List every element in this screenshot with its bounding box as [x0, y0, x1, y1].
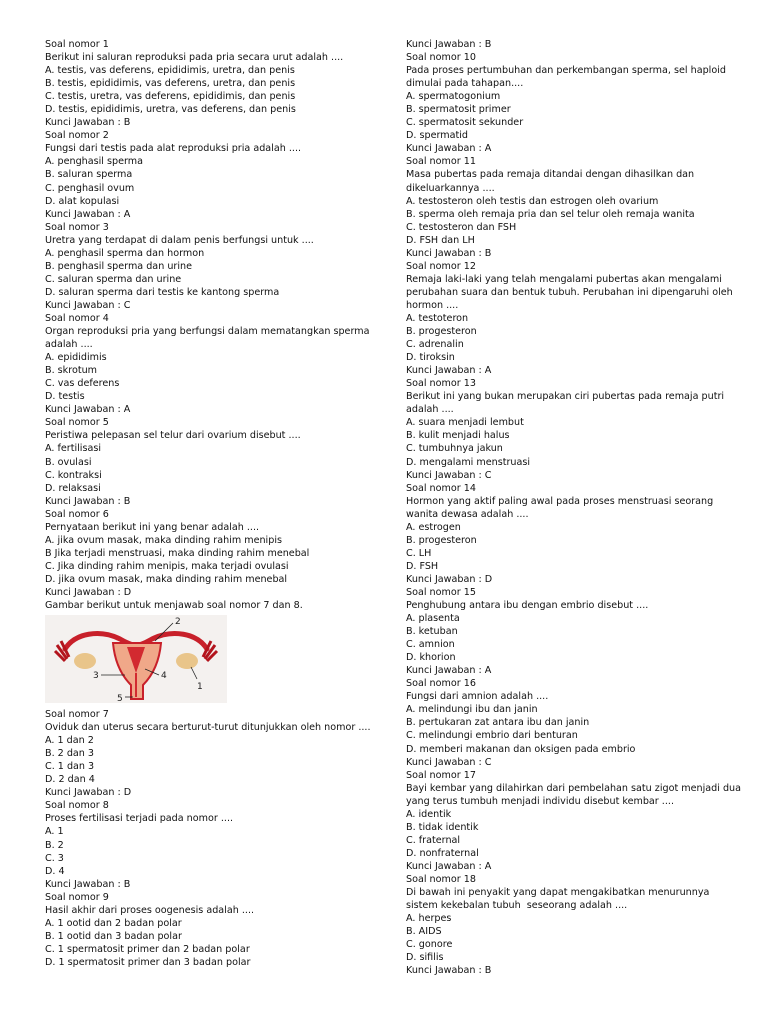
- answer-option: B. spermatosit primer: [406, 104, 511, 116]
- answer-option: B. penghasil sperma dan urine: [45, 260, 192, 272]
- text-line: Berikut ini yang bukan merupakan ciri pubertas pada remaja putri: [406, 391, 725, 403]
- answer-option: A. penghasil sperma: [45, 156, 143, 168]
- answer-option: C. testis, uretra, vas deferens, epididimis, dan penis: [45, 91, 296, 103]
- text-line: dimulai pada tahapan....: [406, 78, 524, 90]
- answer-option: B. ovulasi: [45, 456, 92, 468]
- answer-option: A. epididimis: [45, 352, 107, 364]
- figure-label: 4: [161, 671, 167, 682]
- right-column: [406, 38, 756, 977]
- answer-key: Kunci Jawaban : D: [45, 787, 132, 799]
- answer-option: C. testosteron dan FSH: [406, 221, 517, 233]
- answer-option: B. pertukaran zat antara ibu dan janin: [406, 717, 590, 729]
- answer-option: C. tumbuhnya jakun: [406, 443, 503, 455]
- text-line: wanita dewasa adalah ....: [406, 508, 529, 520]
- answer-option: D. 2 dan 4: [45, 774, 95, 786]
- answer-option: B. 2: [45, 839, 64, 851]
- reproductive-system-figure: [45, 615, 227, 703]
- text-line: adalah ....: [406, 404, 454, 416]
- text-line: Peristiwa pelepasan sel telur dari ovarium disebut ....: [45, 430, 301, 442]
- answer-key: Kunci Jawaban : A: [406, 143, 492, 155]
- answer-option: B. AIDS: [406, 926, 442, 938]
- answer-option: C. 1 spermatosit primer dan 2 badan polar: [45, 943, 250, 955]
- text-line: Masa pubertas pada remaja ditandai dengan dihasilkan dan: [406, 169, 695, 181]
- figure-label: 1: [197, 682, 203, 693]
- answer-option: B. kulit menjadi halus: [406, 430, 510, 442]
- answer-option: C. adrenalin: [406, 339, 464, 351]
- answer-option: C. gonore: [406, 939, 453, 951]
- answer-option: A. testoteron: [406, 312, 469, 324]
- text-line: yang terus tumbuh menjadi individu disebut kembar ....: [406, 795, 675, 807]
- question-number: Soal nomor 12: [406, 260, 476, 272]
- text-line: Fungsi dari amnion adalah ....: [406, 691, 549, 703]
- answer-option: A. jika ovum masak, maka dinding rahim menipis: [45, 534, 282, 546]
- answer-key: Kunci Jawaban : A: [45, 208, 131, 220]
- answer-key: Kunci Jawaban : D: [406, 573, 493, 585]
- answer-option: C. spermatosit sekunder: [406, 117, 524, 129]
- text-line: adalah ....: [45, 339, 93, 351]
- text-line: Hormon yang aktif paling awal pada proses menstruasi seorang: [406, 495, 714, 507]
- question-number: Soal nomor 11: [406, 156, 476, 168]
- text-line: Pada proses pertumbuhan dan perkembangan sperma, sel haploid: [406, 65, 726, 77]
- question-number: Soal nomor 16: [406, 678, 476, 690]
- text-line: Uretra yang terdapat di dalam penis berfungsi untuk ....: [45, 234, 314, 246]
- answer-option: D. sifilis: [406, 952, 444, 964]
- answer-key: Kunci Jawaban : A: [406, 860, 492, 872]
- answer-key: Kunci Jawaban : B: [406, 965, 492, 977]
- text-line: sistem kekebalan tubuh seseorang adalah ....: [406, 900, 628, 912]
- answer-option: C. amnion: [406, 639, 455, 651]
- answer-option: D. jika ovum masak, maka dinding rahim menebal: [45, 573, 288, 585]
- answer-option: A. herpes: [406, 913, 452, 925]
- answer-key: Kunci Jawaban : B: [45, 495, 131, 507]
- answer-option: D. nonfraternal: [406, 847, 479, 859]
- answer-option: B. skrotum: [45, 365, 98, 377]
- answer-option: C. melindungi embrio dari benturan: [406, 730, 578, 742]
- answer-option: C. LH: [406, 547, 432, 559]
- answer-option: B. testis, epididimis, vas deferens, uretra, dan penis: [45, 78, 296, 90]
- answer-key: Kunci Jawaban : A: [45, 404, 131, 416]
- answer-option: A. melindungi ibu dan janin: [406, 704, 538, 716]
- answer-option: A. testis, vas deferens, epididimis, uretra, dan penis: [45, 65, 295, 77]
- answer-option: A. estrogen: [406, 521, 461, 533]
- answer-option: D. 4: [45, 865, 65, 877]
- question-number: Soal nomor 15: [406, 586, 476, 598]
- question-number: Soal nomor 3: [45, 221, 109, 233]
- answer-option: C. saluran sperma dan urine: [45, 273, 182, 285]
- question-number: Soal nomor 17: [406, 769, 476, 781]
- text-line: Berikut ini saluran reproduksi pada pria secara urut adalah ....: [45, 52, 344, 64]
- text-line: Di bawah ini penyakit yang dapat mengakibatkan menurunnya: [406, 887, 710, 899]
- question-number: Soal nomor 9: [45, 891, 109, 903]
- answer-option: A. suara menjadi lembut: [406, 417, 524, 429]
- answer-option: A. testosteron oleh testis dan estrogen oleh ovarium: [406, 195, 659, 207]
- answer-key: Kunci Jawaban : B: [406, 39, 492, 50]
- answer-option: C. fraternal: [406, 834, 461, 846]
- answer-option: D. relaksasi: [45, 482, 101, 494]
- text-line: dikeluarkannya ....: [406, 182, 495, 194]
- answer-key: Kunci Jawaban : A: [406, 665, 492, 677]
- figure-label: 3: [93, 671, 99, 682]
- question-number: Soal nomor 10: [406, 52, 476, 64]
- question-number: Soal nomor 2: [45, 130, 109, 142]
- answer-key: Kunci Jawaban : C: [406, 469, 492, 481]
- answer-option: C. Jika dinding rahim menipis, maka terjadi ovulasi: [45, 560, 289, 572]
- text-line: perubahan suara dan bentuk tubuh. Perubahan ini dipengaruhi oleh: [406, 286, 733, 298]
- answer-option: B. progesteron: [406, 326, 477, 338]
- answer-option: D. saluran sperma dari testis ke kantong sperma: [45, 286, 280, 298]
- answer-option: A. penghasil sperma dan hormon: [45, 247, 205, 259]
- answer-option: A. 1 dan 2: [45, 735, 94, 747]
- answer-option: A. fertilisasi: [45, 443, 102, 455]
- answer-key: Kunci Jawaban : B: [45, 117, 131, 129]
- answer-option: B. tidak identik: [406, 821, 479, 833]
- answer-option: B. sperma oleh remaja pria dan sel telur oleh remaja wanita: [406, 208, 695, 220]
- figure-label: 5: [117, 694, 123, 704]
- answer-option: D. khorion: [406, 652, 456, 664]
- answer-option: D. memberi makanan dan oksigen pada embrio: [406, 743, 636, 755]
- answer-option: A. 1 ootid dan 2 badan polar: [45, 917, 182, 929]
- answer-option: B. ketuban: [406, 626, 458, 638]
- question-number: Soal nomor 1: [45, 39, 109, 50]
- answer-option: D. FSH dan LH: [406, 234, 475, 246]
- answer-option: A. plasenta: [406, 613, 460, 625]
- uterus-diagram: [45, 615, 227, 703]
- answer-key: Kunci Jawaban : C: [406, 756, 492, 768]
- text-line: hormon ....: [406, 299, 459, 311]
- question-number: Soal nomor 13: [406, 378, 476, 390]
- left-text-block: [45, 38, 390, 612]
- left-column: [45, 38, 390, 969]
- answer-option: D. 1 spermatosit primer dan 3 badan polar: [45, 956, 251, 968]
- answer-option: B. progesteron: [406, 534, 477, 546]
- answer-option: B. saluran sperma: [45, 169, 133, 181]
- question-number: Soal nomor 7: [45, 709, 109, 721]
- left-ovary: [74, 653, 96, 669]
- answer-option: B. 1 ootid dan 3 badan polar: [45, 930, 182, 942]
- answer-option: C. vas deferens: [45, 378, 120, 390]
- text-line: Penghubung antara ibu dengan embrio disebut ....: [406, 600, 649, 612]
- answer-key: Kunci Jawaban : A: [406, 365, 492, 377]
- question-number: Soal nomor 4: [45, 312, 109, 324]
- text-line: Pernyataan berikut ini yang benar adalah ....: [45, 521, 260, 533]
- answer-option: D. spermatid: [406, 130, 468, 142]
- right-text-block: [406, 38, 756, 977]
- answer-option: D. testis, epididimis, uretra, vas deferens, dan penis: [45, 104, 296, 116]
- answer-option: C. kontraksi: [45, 469, 102, 481]
- answer-key: Kunci Jawaban : D: [45, 586, 132, 598]
- answer-option: B Jika terjadi menstruasi, maka dinding rahim menebal: [45, 547, 310, 559]
- answer-option: D. testis: [45, 391, 85, 403]
- answer-key: Kunci Jawaban : B: [45, 878, 131, 890]
- question-number: Soal nomor 8: [45, 800, 109, 812]
- left-text-block-continued: [45, 708, 390, 969]
- answer-option: B. 2 dan 3: [45, 748, 95, 760]
- answer-option: D. tiroksin: [406, 352, 455, 364]
- answer-option: A. identik: [406, 808, 452, 820]
- answer-option: C. penghasil ovum: [45, 182, 135, 194]
- answer-option: D. alat kopulasi: [45, 195, 120, 207]
- text-line: Gambar berikut untuk menjawab soal nomor 7 dan 8.: [45, 600, 303, 612]
- answer-key: Kunci Jawaban : C: [45, 299, 131, 311]
- figure-label: 2: [175, 617, 181, 628]
- question-number: Soal nomor 18: [406, 874, 476, 885]
- answer-option: C. 1 dan 3: [45, 761, 95, 773]
- answer-option: D. FSH: [406, 560, 439, 572]
- text-line: Hasil akhir dari proses oogenesis adalah ....: [45, 904, 255, 916]
- answer-option: D. mengalami menstruasi: [406, 456, 531, 468]
- question-number: Soal nomor 5: [45, 417, 109, 429]
- text-line: Oviduk dan uterus secara berturut-turut ditunjukkan oleh nomor ....: [45, 722, 371, 734]
- text-line: Fungsi dari testis pada alat reproduksi pria adalah ....: [45, 143, 302, 155]
- text-line: Organ reproduksi pria yang berfungsi dalam mematangkan sperma: [45, 326, 370, 338]
- answer-option: A. 1: [45, 826, 64, 838]
- question-number: Soal nomor 14: [406, 482, 476, 494]
- answer-key: Kunci Jawaban : B: [406, 247, 492, 259]
- text-line: Remaja laki-laki yang telah mengalami pubertas akan mengalami: [406, 273, 722, 285]
- answer-option: A. spermatogonium: [406, 91, 501, 103]
- answer-option: C. 3: [45, 852, 64, 864]
- question-number: Soal nomor 6: [45, 508, 109, 520]
- text-line: Proses fertilisasi terjadi pada nomor ....: [45, 813, 234, 825]
- right-ovary: [176, 653, 198, 669]
- text-line: Bayi kembar yang dilahirkan dari pembelahan satu zigot menjadi dua: [406, 782, 741, 794]
